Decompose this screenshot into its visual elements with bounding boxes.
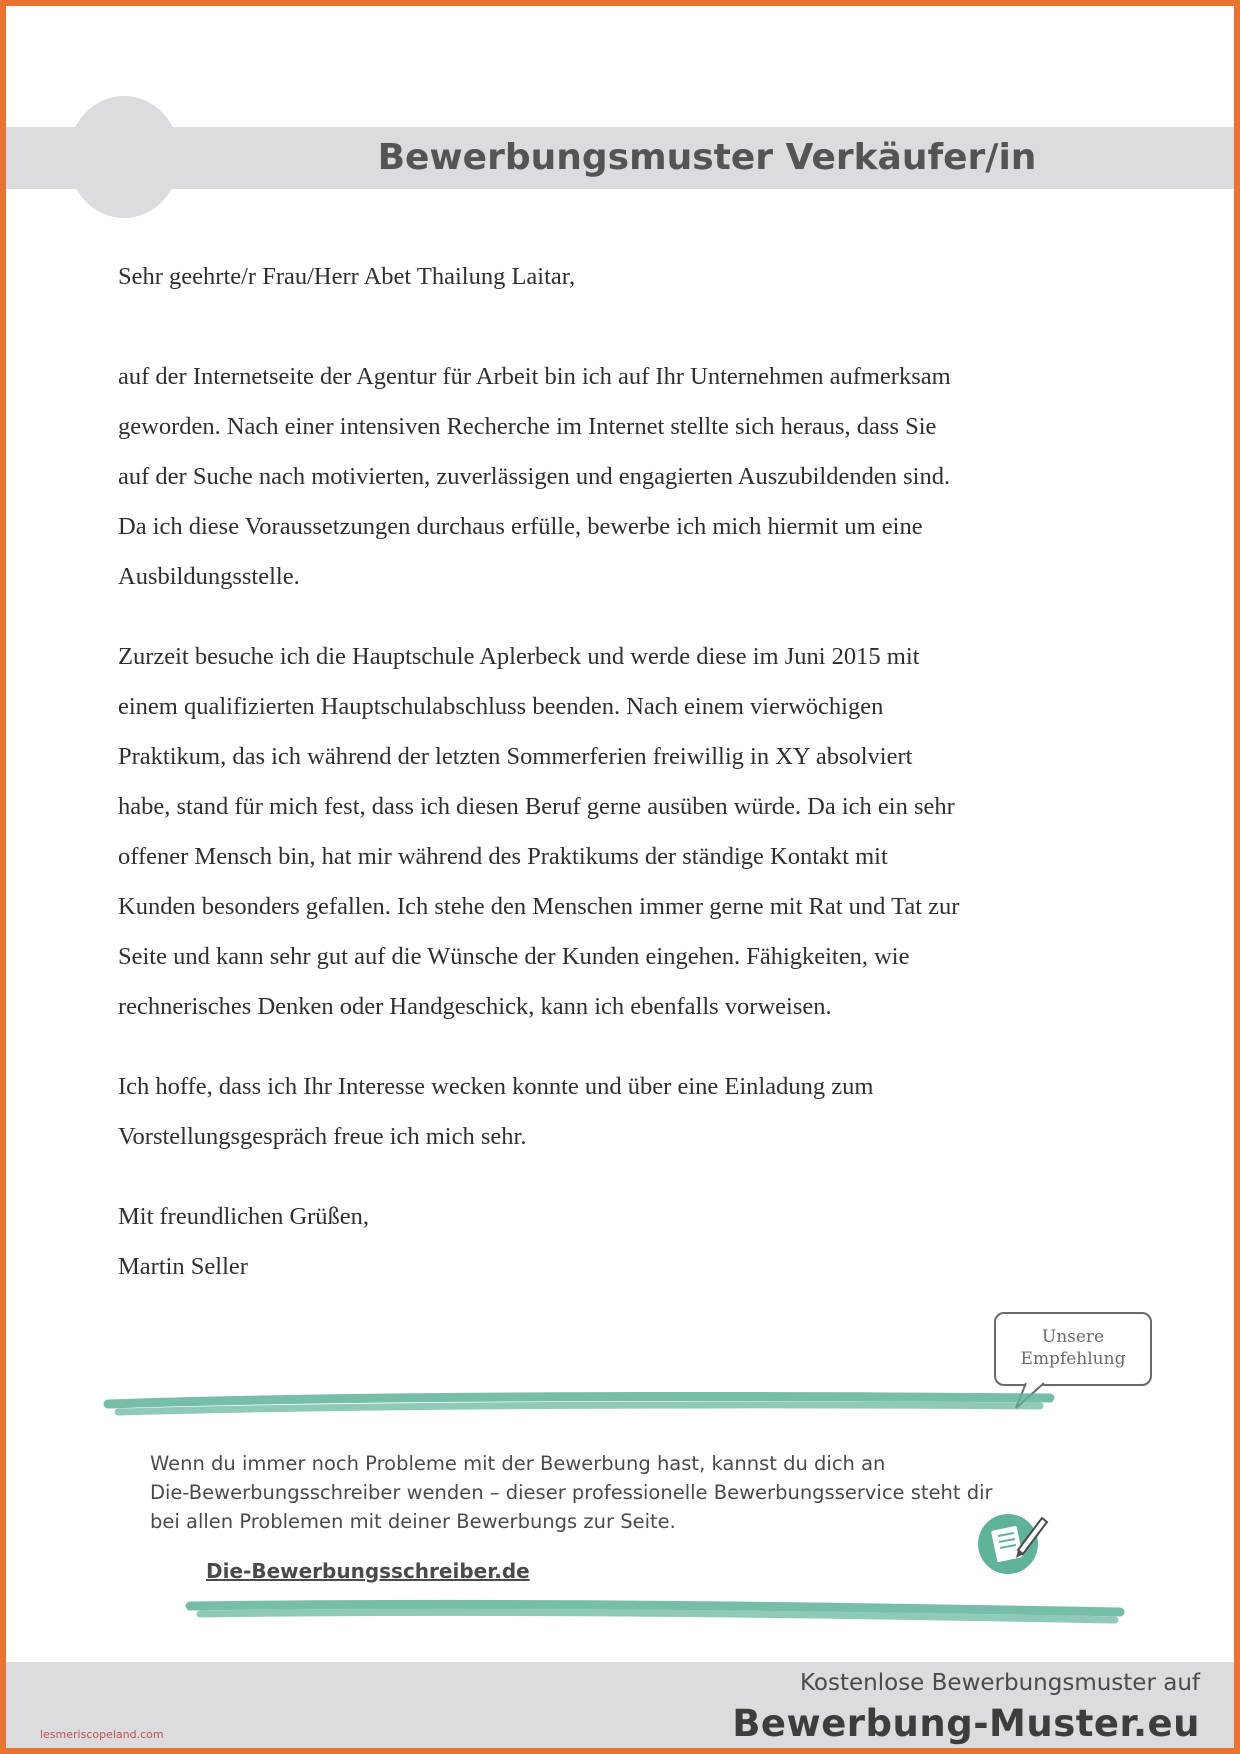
promo-line: bei allen Problemen mit deiner Bewerbungs zur Seite. (150, 1510, 676, 1533)
document-pen-icon (974, 1504, 1054, 1584)
letter-line: habe, stand für mich fest, dass ich diesen Beruf gerne ausüben würde. Da ich ein sehr (118, 793, 955, 820)
letter-line: Seite und kann sehr gut auf die Wünsche der Kunden eingehen. Fähigkeiten, wie (118, 943, 910, 970)
watermark-text: lesmeriscopeland.com (40, 1728, 164, 1741)
letter-line: Zurzeit besuche ich die Hauptschule Aplerbeck und werde diese im Juni 2015 mit (118, 643, 920, 670)
letter-line: geworden. Nach einer intensiven Recherche im Internet stellte sich heraus, dass Sie (118, 413, 937, 440)
letter-line: Da ich diese Voraussetzungen durchaus erfülle, bewerbe ich mich hiermit um eine (118, 513, 923, 540)
page-title: Bewerbungsmuster Verkäufer/in (377, 137, 1037, 178)
letter-line: Ich hoffe, dass ich Ihr Interesse wecken konnte und über eine Einladung zum (118, 1073, 874, 1100)
promo-line: Die-Bewerbungsschreiber wenden – dieser professionelle Bewerbungsservice steht dir (150, 1481, 993, 1504)
footer-tagline: Kostenlose Bewerbungsmuster auf (800, 1670, 1200, 1696)
letter-line: Praktikum, das ich während der letzten Sommerferien freiwillig in XY absolviert (118, 743, 913, 770)
letter-signature: Martin Seller (118, 1253, 248, 1280)
promo-text (150, 1449, 1100, 1536)
recommendation-line-1: Unsere (1041, 1327, 1105, 1347)
letter-line: Vorstellungsgespräch freue ich mich sehr. (118, 1123, 527, 1150)
letter-salutation: Sehr geehrte/r Frau/Herr Abet Thailung Laitar, (118, 263, 576, 290)
recommendation-line-2: Empfehlung (1020, 1349, 1126, 1369)
letter-line: auf der Internetseite der Agentur für Arbeit bin ich auf Ihr Unternehmen aufmerksam (118, 363, 951, 390)
letter-line: rechnerisches Denken oder Handgeschick, kann ich ebenfalls vorweisen. (118, 993, 832, 1020)
bewerbungsschreiber-link[interactable]: Die-Bewerbungsschreiber.de (206, 1559, 530, 1583)
letter-closing: Mit freundlichen Grüßen, (118, 1203, 370, 1230)
letter-line: auf der Suche nach motivierten, zuverlässigen und engagierten Auszubildenden sind. (118, 463, 951, 490)
letter-line: einem qualifizierten Hauptschulabschluss beenden. Nach einem vierwöchigen (118, 693, 884, 720)
letter-line: Ausbildungsstelle. (118, 563, 300, 590)
promo-line: Wenn du immer noch Probleme mit der Bewerbung hast, kannst du dich an (150, 1452, 886, 1475)
letter-line: offener Mensch bin, hat mir während des Praktikums der ständige Kontakt mit (118, 843, 888, 870)
footer-brand: Bewerbung-Muster.eu (732, 1702, 1200, 1745)
letter-line: Kunden besonders gefallen. Ich stehe den Menschen immer gerne mit Rat und Tat zur (118, 893, 960, 920)
